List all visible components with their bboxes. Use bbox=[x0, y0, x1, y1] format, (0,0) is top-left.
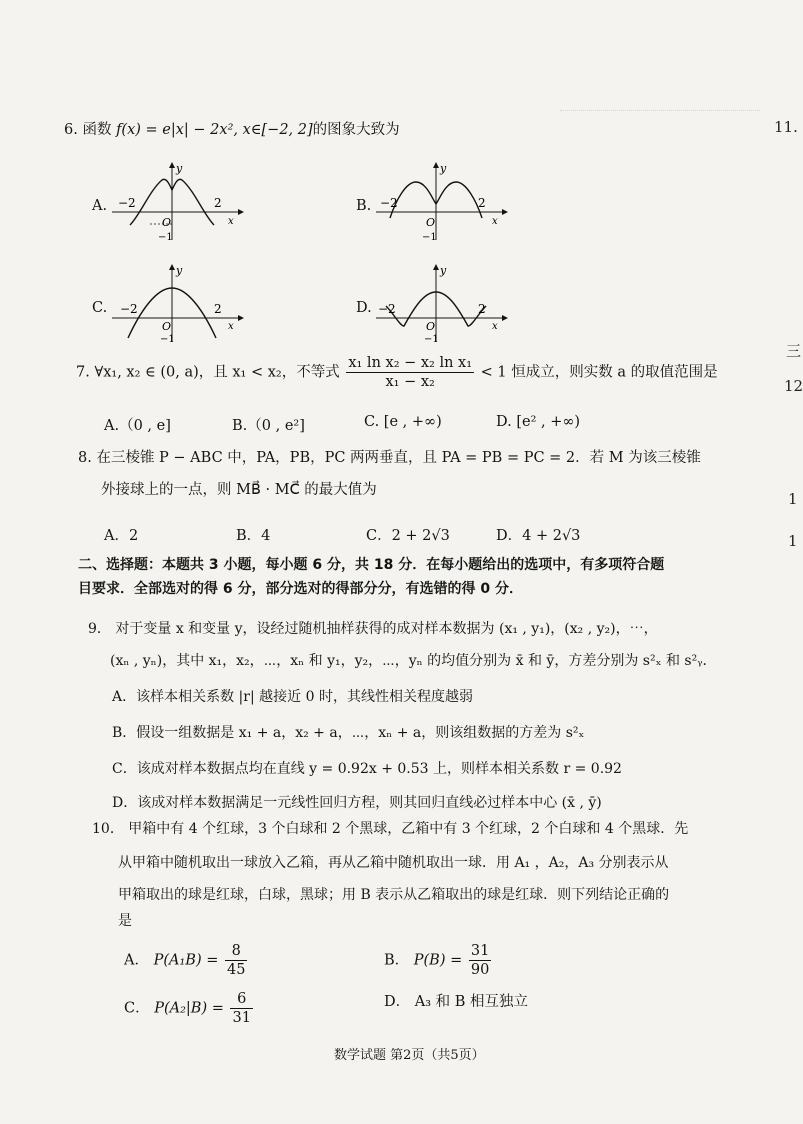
question-number: 8. bbox=[78, 450, 92, 466]
question-7-stem bbox=[76, 354, 718, 391]
question-text: 对于变量 x 和变量 y，设经过随机抽样获得的成对样本数据为 (x₁ , y₁)，(x₂ , y₂)，⋯， bbox=[115, 621, 658, 637]
option-c: C．该成对样本数据点均在直线 y = 0.92x + 0.53 上，则样本相关系数 r = 0.92 bbox=[112, 761, 622, 777]
graph-option-b bbox=[374, 160, 514, 242]
option-label: A. bbox=[92, 198, 108, 214]
axis-label-y: y bbox=[440, 162, 447, 175]
question-10-line3: 甲箱取出的球是红球，白球，黑球；用 B 表示从乙箱取出的球是红球．则下列结论正确的 bbox=[118, 887, 670, 903]
tick-label-neg: −2 bbox=[378, 302, 396, 316]
question-number: 9． bbox=[88, 621, 111, 637]
option-d: D． A₃ 和 B 相互独立 bbox=[384, 994, 529, 1010]
question-9-line1 bbox=[88, 618, 658, 638]
page-footer: 数学试题 第2页（共5页） bbox=[334, 1048, 485, 1063]
tick-label-pos: 2 bbox=[214, 302, 222, 316]
tick-label-minus-one: −1 bbox=[424, 334, 439, 345]
axis-label-y: y bbox=[176, 264, 183, 277]
section-heading-line1: 二、选择题：本题共 3 小题，每小题 6 分，共 18 分．在每小题给出的选项中，有多项符合题 bbox=[78, 557, 665, 573]
graph-option-c bbox=[110, 262, 250, 344]
option-c: C. [e , +∞) bbox=[364, 414, 442, 430]
question-10-line2: 从甲箱中随机取出一球放入乙箱，再从乙箱中随机取出一球．用 A₁ ，A₂，A₃ 分别表示从 bbox=[118, 855, 669, 871]
tick-label-neg: −2 bbox=[118, 196, 136, 210]
question-8-line1 bbox=[78, 446, 701, 467]
question-number: 6. bbox=[64, 122, 78, 138]
axis-label-x: x bbox=[228, 216, 234, 227]
tick-label-pos: 2 bbox=[478, 302, 486, 316]
fraction: $\frac{8}{45}$ bbox=[226, 943, 246, 978]
origin-label: O bbox=[426, 216, 436, 229]
fraction: $\frac{31}{90}$ bbox=[470, 943, 490, 978]
tick-label-pos: 2 bbox=[478, 196, 486, 210]
option-b: B．4 bbox=[236, 528, 271, 544]
option-a: A． P(A₁B) = $\frac{8}{45}$ bbox=[124, 943, 246, 978]
option-label: B. bbox=[356, 198, 372, 214]
margin-fragment: 1 bbox=[788, 532, 798, 550]
margin-fragment: 三 bbox=[786, 342, 802, 360]
option-d: D．4 + 2√3 bbox=[496, 528, 581, 544]
question-text: ∀x₁, x₂ ∈ (0, a)，且 x₁ < x₂，不等式 bbox=[94, 364, 340, 381]
tick-label-pos: 2 bbox=[214, 196, 222, 210]
option-a: A．该样本相关系数 |r| 越接近 0 时，其线性相关程度越弱 bbox=[112, 689, 473, 705]
option-label: C. bbox=[92, 300, 108, 316]
axis-label-x: x bbox=[228, 321, 234, 332]
tick-label-neg: −2 bbox=[120, 302, 138, 316]
question-10-line4: 是 bbox=[118, 913, 132, 929]
option-b: B．假设一组数据是 x₁ + a，x₂ + a，⋯，xₙ + a，则该组数据的方差为 s²ₓ bbox=[112, 725, 585, 741]
question-number: 7. bbox=[76, 364, 90, 381]
option-c: C． P(A₂|B) = $\frac{6}{31}$ bbox=[124, 991, 251, 1026]
question-10-line1 bbox=[92, 818, 688, 838]
bleed-through bbox=[560, 110, 760, 123]
section-heading-line2: 目要求．全部选对的得 6 分，部分选对的得部分分，有选错的得 0 分． bbox=[78, 581, 523, 597]
option-a: A．2 bbox=[104, 528, 139, 544]
function-expression: f(x) = e|x| − 2x², x∈[−2, 2] bbox=[116, 122, 313, 138]
tick-label-neg: −2 bbox=[380, 196, 398, 210]
option-d: D．该成对样本数据满足一元线性回归方程，则其回归直线必过样本中心 (x̄ , ȳ) bbox=[112, 795, 602, 811]
axis-label-x: x bbox=[492, 321, 498, 332]
question-text: < 1 恒成立，则实数 a 的取值范围是 bbox=[480, 364, 718, 381]
option-b: B.（0 , e²] bbox=[232, 418, 305, 434]
margin-fragment: 12 bbox=[784, 377, 803, 395]
axis-label-y: y bbox=[176, 162, 183, 175]
question-8-line2: 外接球上的一点，则 MB⃗ · MC⃗ 的最大值为 bbox=[101, 482, 377, 498]
question-number: 10． bbox=[92, 821, 124, 837]
question-9-line2: (xₙ , yₙ)，其中 x₁，x₂，⋯，xₙ 和 y₁，y₂，⋯，yₙ 的均值分别为 x̄ 和 ȳ，方差分别为 s²ₓ 和 s²ᵧ． bbox=[110, 653, 717, 669]
option-c: C．2 + 2√3 bbox=[366, 528, 450, 544]
fraction: $\frac{\text{x₁ ln x₂ − x₂ ln x₁}}{\text{x₁ − x₂}}$ bbox=[348, 355, 473, 390]
origin-label: O bbox=[162, 320, 172, 333]
option-d: D. [e² , +∞) bbox=[496, 414, 581, 430]
fraction: $\frac{6}{31}$ bbox=[232, 991, 251, 1026]
axis-label-x: x bbox=[492, 216, 498, 227]
question-text: 在三棱锥 P − ABC 中，PA，PB，PC 两两垂直，且 PA = PB = PC = 2．若 M 为该三棱锥 bbox=[96, 450, 701, 466]
axis-label-y: y bbox=[440, 264, 447, 277]
question-text: 的图象大致为 bbox=[312, 122, 400, 138]
question-text: 函数 bbox=[82, 122, 117, 138]
question-text: 甲箱中有 4 个红球，3 个白球和 2 个黑球，乙箱中有 3 个红球，2 个白球和 4 个黑球．先 bbox=[128, 821, 689, 837]
margin-fragment: 1 bbox=[788, 490, 798, 508]
option-a: A.（0 , e] bbox=[104, 418, 171, 434]
tick-label-minus-one: −1 bbox=[160, 334, 175, 345]
origin-label: O bbox=[426, 320, 436, 333]
option-label: D. bbox=[356, 300, 372, 316]
option-b: B． P(B) = $\frac{31}{90}$ bbox=[384, 943, 490, 978]
tick-label-minus-one: −1 bbox=[158, 232, 173, 243]
margin-fragment: 11. bbox=[774, 118, 798, 136]
origin-label: O bbox=[162, 216, 172, 229]
graph-option-a bbox=[110, 160, 250, 242]
tick-label-minus-one: −1 bbox=[422, 232, 437, 243]
graph-option-d bbox=[374, 262, 514, 344]
question-6-stem bbox=[64, 118, 400, 139]
